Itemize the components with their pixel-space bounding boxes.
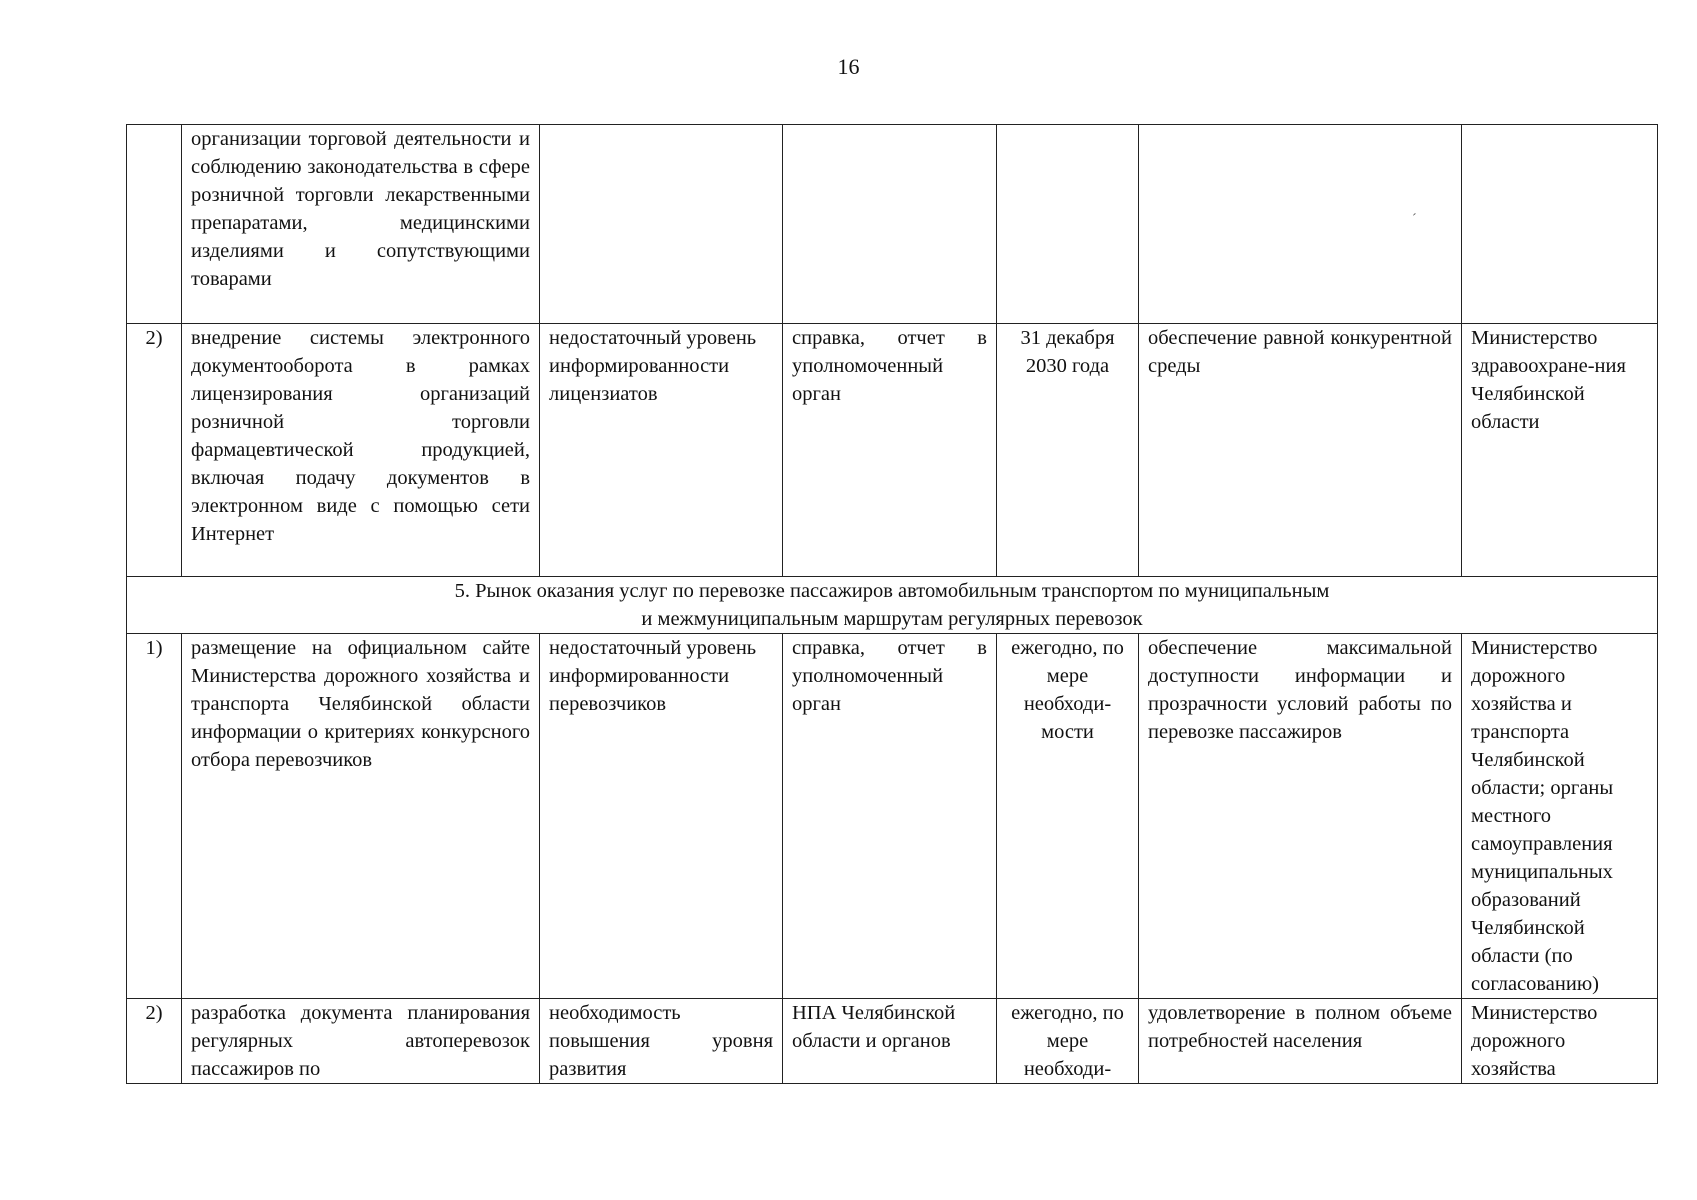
result-document-cell: [783, 125, 997, 324]
effect-cell: удовлетворение в полном объеме потребностей населения: [1139, 999, 1462, 1084]
effect-cell: обеспечение максимальной доступности информации и прозрачности условий работы по перевозке пассажиров: [1139, 634, 1462, 999]
deadline-cell: 31 декабря 2030 года: [997, 324, 1139, 577]
measures-table: [126, 124, 1658, 1084]
table-row: [127, 999, 1658, 1084]
scan-mark: ´: [1412, 212, 1417, 227]
section-title: [127, 577, 1658, 634]
responsible-cell: Министерство дорожного хозяйства: [1462, 999, 1658, 1084]
page-number: 16: [837, 54, 860, 79]
table-row: [127, 634, 1658, 999]
measure-cell: внедрение системы электронного документооборота в рамках лицензирования организаций розничной торговли фармацевтической продукцией, включая подачу документов в электронном виде с помощью сети Интернет: [182, 324, 540, 577]
row-number: 1): [127, 634, 182, 999]
result-document-cell: НПА Челябинской области и органов: [783, 999, 997, 1084]
deadline-cell: ежегодно, по мере необходи-: [997, 999, 1139, 1084]
responsible-cell: Министерство здравоохране-ния Челябинской области: [1462, 324, 1658, 577]
section-title-line-1: 5. Рынок оказания услуг по перевозке пассажиров автомобильным транспортом по муниципальным: [454, 580, 1330, 602]
responsible-cell: Министерство дорожного хозяйства и транспорта Челябинской области; органы местного самоуправления муниципальных образований Челябинской области (по согласованию): [1462, 634, 1658, 999]
result-document-cell: справка, отчет в уполномоченный орган: [783, 634, 997, 999]
row-number: 2): [127, 324, 182, 577]
measure-cell: размещение на официальном сайте Министерства дорожного хозяйства и транспорта Челябинской области информации о критериях конкурсного отбора перевозчиков: [182, 634, 540, 999]
problem-cell: недостаточный уровень информированности перевозчиков: [540, 634, 783, 999]
row-number: 2): [127, 999, 182, 1084]
measure-cell: разработка документа планирования регулярных автоперевозок пассажиров по: [182, 999, 540, 1084]
problem-cell: недостаточный уровень информированности лицензиатов: [540, 324, 783, 577]
row-number: [127, 125, 182, 324]
section-title-line-2: и межмуниципальным маршрутам регулярных перевозок: [641, 608, 1143, 630]
section-header-row: [127, 577, 1658, 634]
table-row: [127, 125, 1658, 324]
table-row: [127, 324, 1658, 577]
responsible-cell: [1462, 125, 1658, 324]
deadline-cell: [997, 125, 1139, 324]
deadline-cell: ежегодно, по мере необходи-мости: [997, 634, 1139, 999]
problem-cell: [540, 125, 783, 324]
effect-cell: обеспечение равной конкурентной среды: [1139, 324, 1462, 577]
problem-cell: необходимость повышения уровня развития: [540, 999, 783, 1084]
result-document-cell: справка, отчет в уполномоченный орган: [783, 324, 997, 577]
measure-cell: организации торговой деятельности и соблюдению законодательства в сфере розничной торговли лекарственными препаратами, медицинскими изделиями и сопутствующими товарами: [182, 125, 540, 324]
